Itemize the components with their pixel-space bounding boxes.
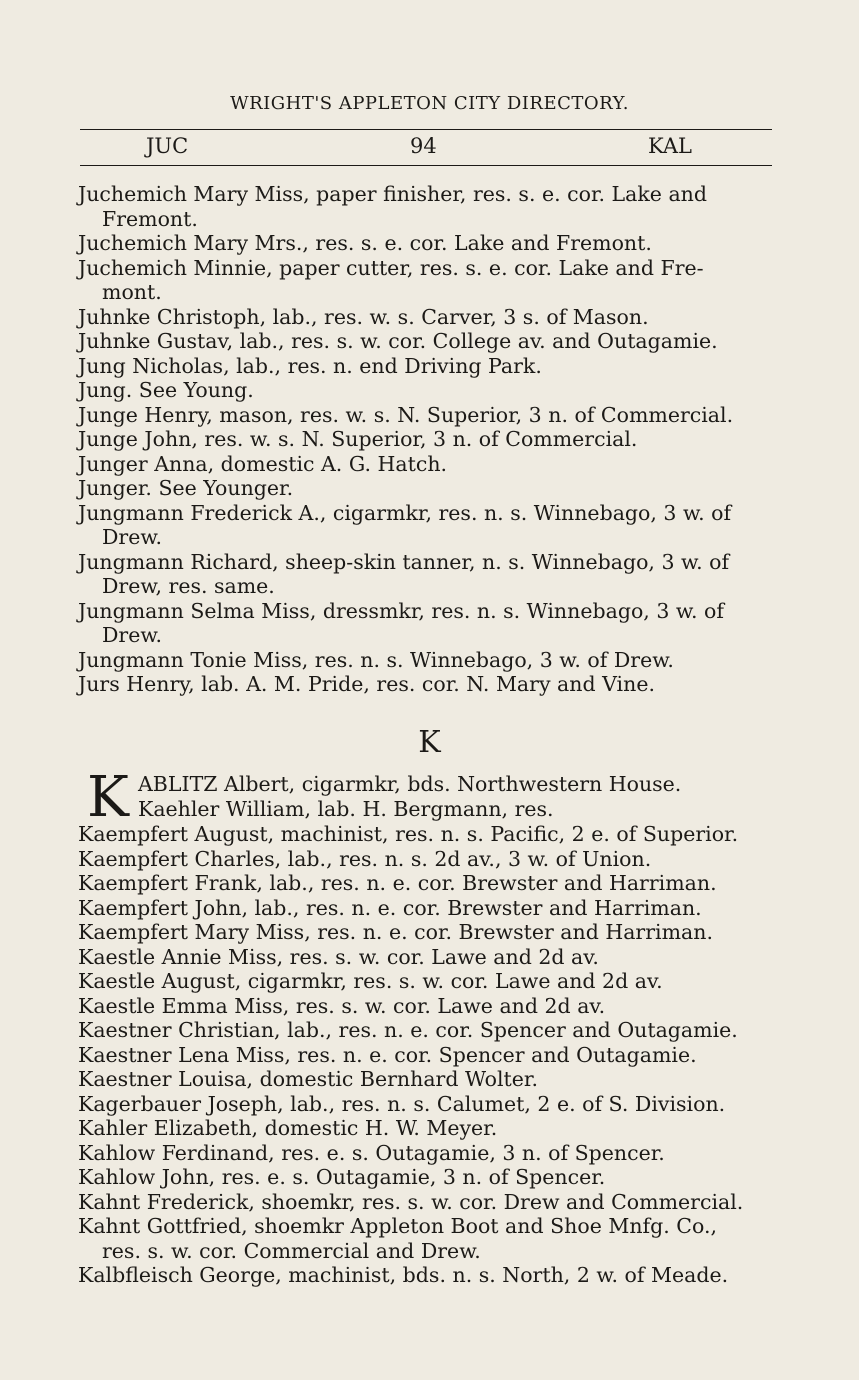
- directory-entry: Juhnke Christoph, lab., res. w. s. Carver, 3 s. of Mason.: [78, 304, 649, 329]
- directory-entry: Juhnke Gustav, lab., res. s. w. cor. College av. and Outagamie.: [78, 329, 718, 353]
- directory-entry: Juchemich Mary Miss, paper finisher, res. s. e. cor. Lake and Fremont.: [78, 182, 708, 231]
- directory-entry: Kaestle Emma Miss, res. s. w. cor. Lawe and 2d av.: [78, 993, 606, 1018]
- directory-entry: ABLITZ Albert, cigarmkr, bds. Northwestern House.: [138, 772, 682, 796]
- directory-entry: Juchemich Minnie, paper cutter, res. s. e. cor. Lake and Fre- mont.: [78, 255, 704, 304]
- directory-entry: Jungmann Tonie Miss, res. n. s. Winnebago, 3 w. of Drew.: [78, 647, 674, 672]
- directory-entry: Kalbfleisch George, machinist, bds. n. s. North, 2 w. of Meade.: [78, 1263, 729, 1287]
- directory-entry: Kaestner Lena Miss, res. n. e. cor. Spencer and Outagamie.: [78, 1042, 697, 1067]
- directory-entry: Jurs Henry, lab. A. M. Pride, res. cor. N. Mary and Vine.: [78, 672, 655, 696]
- k-entries-list: [78, 822, 778, 1288]
- directory-entry: Jungmann Frederick A., cigarmkr, res. n. s. Winnebago, 3 w. of Drew.: [78, 500, 732, 549]
- page-number: 94: [410, 134, 437, 158]
- section-heading-k: K: [418, 725, 441, 760]
- directory-entry: Junge Henry, mason, res. w. s. N. Superior, 3 n. of Commercial.: [78, 402, 734, 427]
- directory-entry: Jungmann Selma Miss, dressmkr, res. n. s. Winnebago, 3 w. of Drew.: [78, 598, 724, 647]
- guide-word-left: JUC: [146, 134, 189, 158]
- directory-entry: Kahlow John, res. e. s. Outagamie, 3 n. of Spencer.: [78, 1165, 606, 1189]
- directory-entry: Kaempfert Frank, lab., res. n. e. cor. Brewster and Harriman.: [78, 871, 717, 895]
- directory-entry: Kaempfert Mary Miss, res. n. e. cor. Brewster and Harriman.: [78, 920, 713, 944]
- directory-entry: Junge John, res. w. s. N. Superior, 3 n. of Commercial.: [78, 427, 638, 451]
- directory-entry: Jung Nicholas, lab., res. n. end Driving Park.: [78, 353, 542, 378]
- directory-entry: Kahler Elizabeth, domestic H. W. Meyer.: [78, 1116, 498, 1140]
- guide-word-right: KAL: [648, 134, 692, 158]
- header-rule-top: [80, 129, 772, 130]
- directory-entry: Juchemich Mary Mrs., res. s. e. cor. Lake and Fremont.: [78, 231, 652, 255]
- directory-entry: Kaempfert August, machinist, res. n. s. Pacific, 2 e. of Superior.: [78, 822, 739, 846]
- directory-entry: Kaestle August, cigarmkr, res. s. w. cor. Lawe and 2d av.: [78, 969, 663, 993]
- directory-entry: Kaestner Louisa, domestic Bernhard Wolter.: [78, 1067, 538, 1091]
- directory-entry: Kahnt Frederick, shoemkr, res. s. w. cor. Drew and Commercial.: [78, 1189, 744, 1214]
- header-rule-bottom: [80, 165, 772, 166]
- directory-entry: Jungmann Richard, sheep-skin tanner, n. s. Winnebago, 3 w. of Drew, res. same.: [78, 549, 730, 598]
- drop-cap: K: [87, 765, 129, 830]
- directory-entry: Kaestle Annie Miss, res. s. w. cor. Lawe and 2d av.: [78, 944, 599, 969]
- directory-entry: Kaestner Christian, lab., res. n. e. cor. Spencer and Outagamie.: [78, 1018, 738, 1042]
- directory-entry: Kagerbauer Joseph, lab., res. n. s. Calumet, 2 e. of S. Division.: [78, 1091, 726, 1116]
- directory-entry: Junger Anna, domestic A. G. Hatch.: [78, 451, 448, 476]
- directory-entry: Kaempfert Charles, lab., res. n. s. 2d av., 3 w. of Union.: [78, 846, 652, 871]
- directory-entry: Kaehler William, lab. H. Bergmann, res.: [138, 796, 554, 821]
- directory-entry: Kahlow Ferdinand, res. e. s. Outagamie, 3 n. of Spencer.: [78, 1140, 665, 1165]
- directory-entry: Kaempfert John, lab., res. n. e. cor. Brewster and Harriman.: [78, 895, 702, 920]
- running-title: WRIGHT'S APPLETON CITY DIRECTORY.: [230, 93, 629, 114]
- directory-entry: Kahnt Gottfried, shoemkr Appleton Boot and Shoe Mnfg. Co., res. s. w. cor. Commercial and Drew.: [78, 1214, 717, 1263]
- k-first-entry: [78, 765, 778, 830]
- directory-entry: Jung. See Young.: [78, 378, 254, 402]
- directory-entry: Junger. See Younger.: [78, 476, 294, 500]
- j-entries-list: [78, 182, 778, 697]
